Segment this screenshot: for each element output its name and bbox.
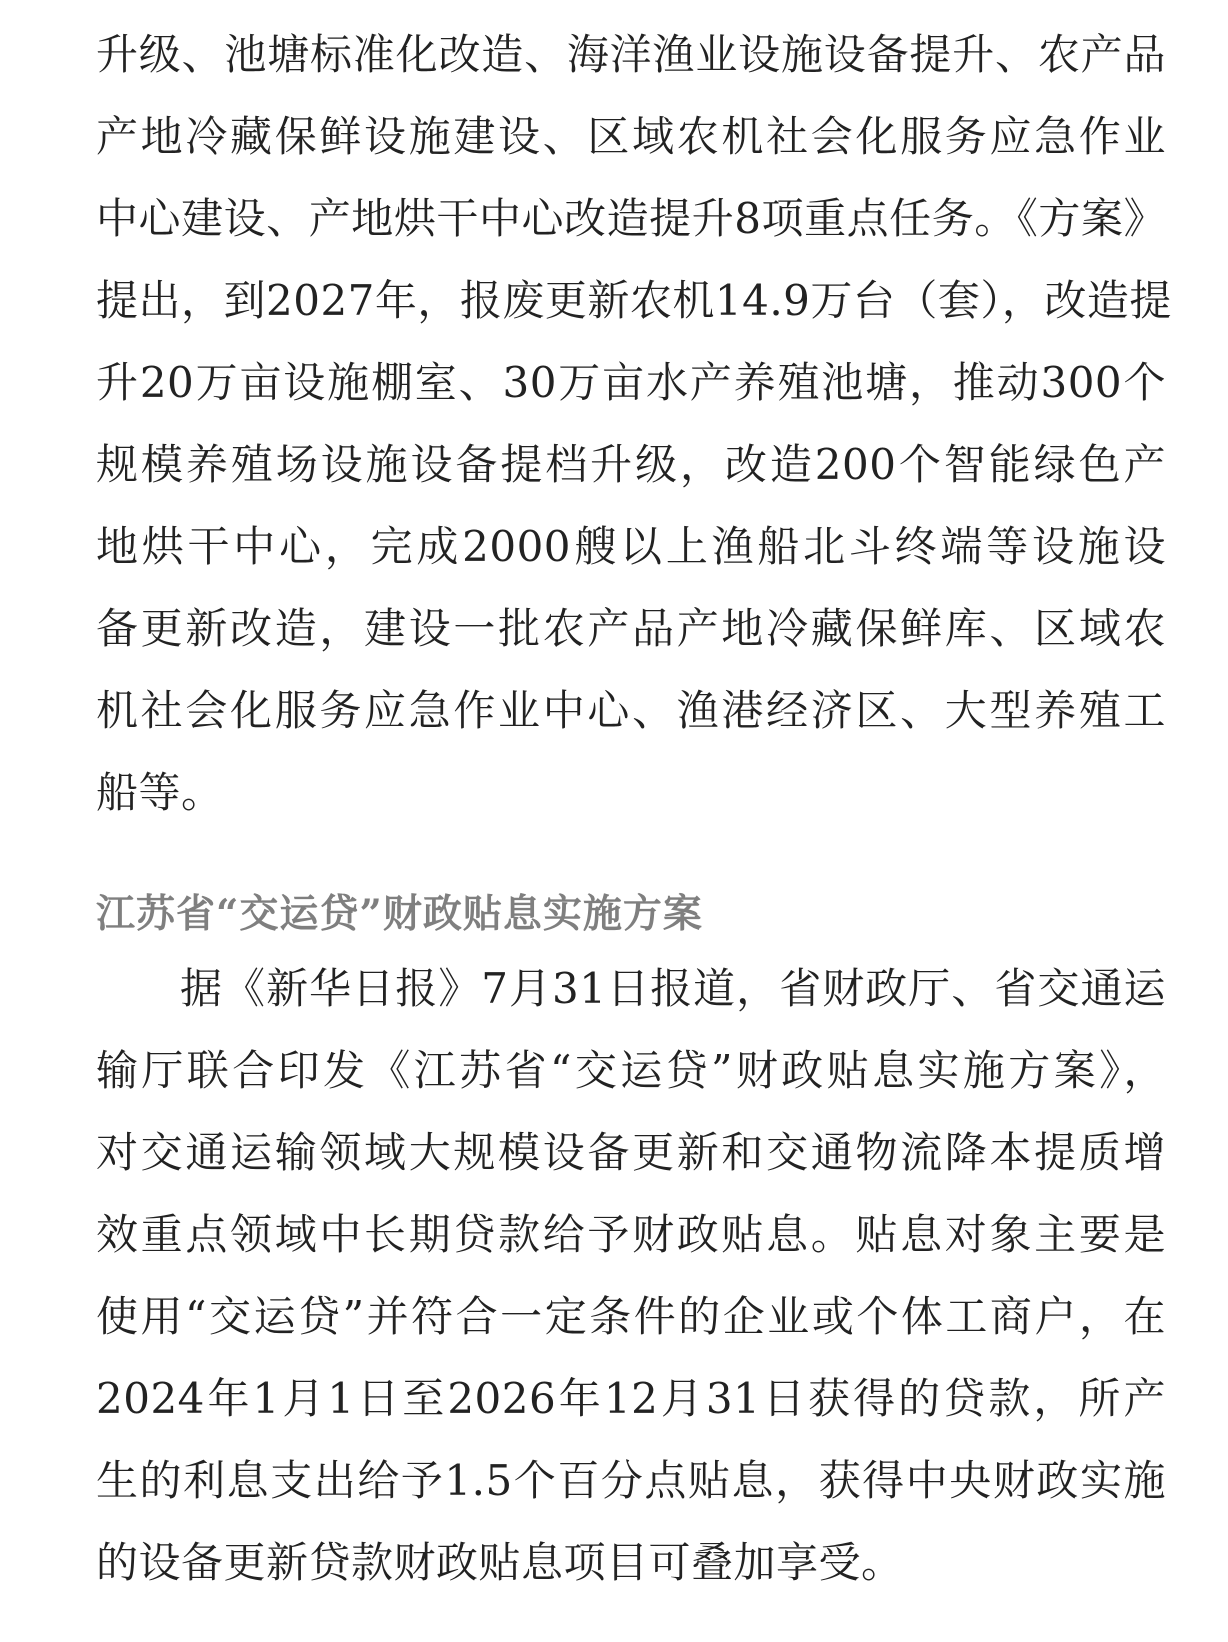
text-line: 对交通运输领域大规模设备更新和交通物流降本提质增 [96, 1128, 1166, 1177]
text-line: 2024年1月1日至2026年12月31日获得的贷款，所产 [96, 1374, 1166, 1423]
text-line: 据《新华日报》7月31日报道，省财政厅、省交通运 [180, 964, 1166, 1013]
text-line: 船等。 [96, 768, 224, 817]
section-heading: 江苏省“交运贷”财政贴息实施方案 [96, 891, 703, 937]
text-line: 规模养殖场设施设备提档升级，改造200个智能绿色产 [96, 440, 1166, 489]
text-line: 使用“交运贷”并符合一定条件的企业或个体工商户，在 [96, 1292, 1166, 1341]
text-line: 地烘干中心，完成2000艘以上渔船北斗终端等设施设 [96, 522, 1166, 571]
text-line: 输厅联合印发《江苏省“交运贷”财政贴息实施方案》， [96, 1046, 1166, 1095]
text-line: 效重点领域中长期贷款给予财政贴息。贴息对象主要是 [96, 1210, 1166, 1259]
text-line: 产地冷藏保鲜设施建设、区域农机社会化服务应急作业 [96, 112, 1166, 161]
text-line: 中心建设、产地烘干中心改造提升8项重点任务。《方案》 [96, 194, 1166, 243]
paragraph-body [96, 948, 1166, 1604]
text-line: 升级、池塘标准化改造、海洋渔业设施设备提升、农产品 [96, 30, 1166, 79]
text-line: 机社会化服务应急作业中心、渔港经济区、大型养殖工 [96, 686, 1166, 735]
text-line: 的设备更新贷款财政贴息项目可叠加享受。 [96, 1538, 904, 1587]
text-line: 生的利息支出给予1.5个百分点贴息，获得中央财政实施 [96, 1456, 1166, 1505]
text-line: 备更新改造，建设一批农产品产地冷藏保鲜库、区域农 [96, 604, 1166, 653]
paragraph-continued [96, 14, 1172, 834]
text-line: 提出，到2027年，报废更新农机14.9万台（套），改造提 [96, 276, 1172, 325]
text-line: 升20万亩设施棚室、30万亩水产养殖池塘，推动300个 [96, 358, 1166, 407]
